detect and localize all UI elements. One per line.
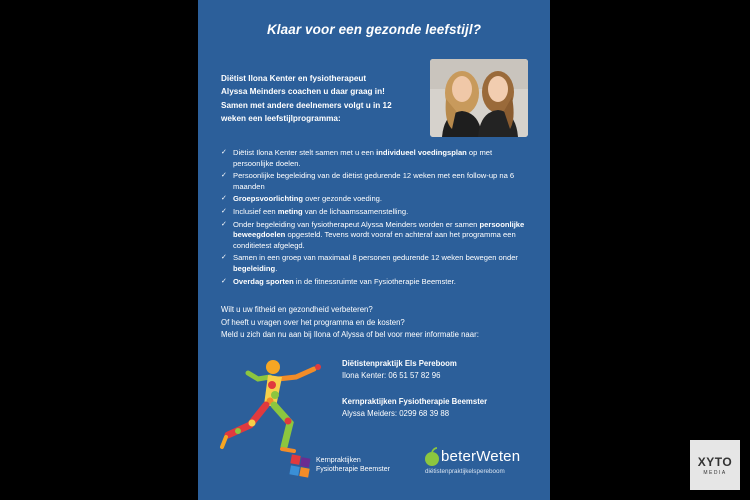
check-icon: ✓ <box>221 149 227 156</box>
check-icon: ✓ <box>221 207 227 215</box>
runner-illustration <box>218 355 338 465</box>
beterweten-logo: beterWeten diëtistenpraktijkelspereboom <box>425 448 521 475</box>
contact-dietist: Diëtistenpraktijk Els Pereboom Ilona Kenter: 06 51 57 82 96 <box>342 359 457 380</box>
coaches-photo-image <box>430 59 528 137</box>
apple-icon <box>423 447 441 467</box>
list-item: ✓ Persoonlijke begeleiding van de diëtist gedurende 12 weken met een follow-up na 6 maanden <box>221 171 515 191</box>
check-icon: ✓ <box>221 277 227 285</box>
list-item: ✓ Overdag sporten in de fitnessruimte van Fysiotherapie Beemster. <box>221 276 456 286</box>
poster-title: Klaar voor een gezonde leefstijl? <box>266 22 482 37</box>
xyto-media-watermark: XYTO MEDIA <box>690 440 740 490</box>
check-icon: ✓ <box>221 172 227 180</box>
intro-text: Diëtist Ilona Kenter en fysiotherapeut Alyssa Meinders coachen u daar graag in! Samen met andere deelnemers volgt u in 12 weken een leefstijlprogramma: <box>221 74 392 124</box>
list-item: ✓ Onder begeleiding van fysiotherapeut Alyssa Meinders worden er samen persoonlijke beweegdoelen opgesteld. Tevens wordt vooraf en achteraf aan het programma een conditietest afgelegd. <box>221 219 525 250</box>
list-item: ✓ Samen in een groep van maximaal 8 personen gedurende 12 weken bewegen onder begeleiding. <box>221 253 518 273</box>
contact-fysio: Kernpraktijken Fysiotherapie Beemster Alyssa Meiders: 0299 68 39 88 <box>342 397 488 418</box>
check-icon: ✓ <box>221 254 227 262</box>
list-item: ✓ Groepsvoorlichting over gezonde voeding. <box>221 194 382 204</box>
list-item: ✓ Diëtist Ilona Kenter stelt samen met u een individueel voedingsplan op met persoonlijke doelen. <box>221 148 493 168</box>
poster <box>198 0 550 500</box>
kernpraktijken-logo-icon <box>288 454 312 478</box>
list-item: ✓ Inclusief een meting van de lichaamssamenstelling. <box>221 206 409 216</box>
check-icon: ✓ <box>221 220 227 228</box>
benefits-list <box>221 148 531 289</box>
check-icon: ✓ <box>221 195 227 203</box>
coaches-photo <box>430 59 528 137</box>
closing-text: Wilt u uw fitheid en gezondheid verbeteren? Of heeft u vragen over het programma en de kosten? Meld u zich dan nu aan bij Ilona of Alyssa of bel voor meer informatie naar: <box>221 305 479 340</box>
kernpraktijken-logo: Kernpraktijken Fysiotherapie Beemster <box>288 452 398 482</box>
